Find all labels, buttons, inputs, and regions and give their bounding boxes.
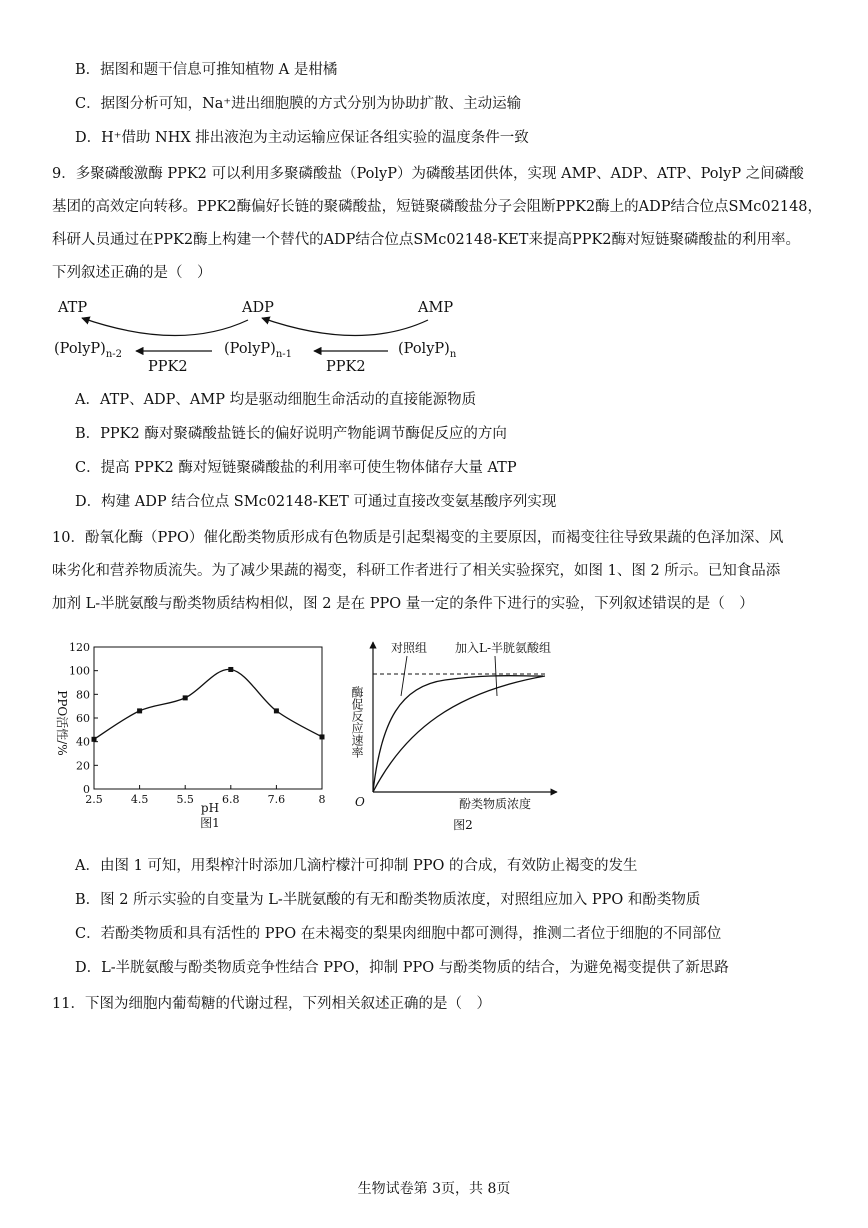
- x-tick-label: 7.6: [267, 793, 286, 806]
- q10-option-a: A．由图 1 可知，用梨榨汁时添加几滴柠檬汁可抑制 PPO 的合成，有效防止褐变的发生: [75, 858, 638, 874]
- atp-label: ATP: [58, 300, 88, 316]
- fig2-x-axis-label: 酚类物质浓度: [458, 797, 532, 811]
- ppk2-left-label: PPK2: [148, 359, 188, 375]
- figure2-caption: 图2: [453, 818, 473, 832]
- y-axis-label: PPO活性/%: [55, 690, 69, 756]
- y-tick-label: 20: [76, 759, 90, 773]
- figure2-enzyme-rate-chart: [345, 630, 575, 840]
- y-tick-label: 120: [69, 641, 90, 654]
- fig2-y-axis-label: 酶促反应速率: [350, 686, 364, 758]
- q9-option-d: D．构建 ADP 结合位点 SMc02148-KET 可通过直接改变氨基酸序列实现: [75, 494, 557, 510]
- fig2-origin: O: [355, 795, 365, 809]
- data-point-ph-4.5: [137, 708, 142, 713]
- polyp-n-label: $(PolyP)_n$: [398, 341, 457, 360]
- q11-stem: 11．下图为细胞内葡萄糖的代谢过程，下列相关叙述正确的是（ ）: [52, 996, 491, 1012]
- polyp-transfer-diagram: [40, 290, 480, 380]
- x-tick-label: 6.8: [222, 793, 240, 806]
- q10-option-b: B．图 2 所示实验的自变量为 L-半胱氨酸的有无和酚类物质浓度，对照组应加入 PPO 和酚类物质: [75, 892, 701, 908]
- y-tick-label: 60: [76, 712, 90, 725]
- q9-stem-line4: 下列叙述正确的是（ ）: [52, 265, 212, 281]
- q8-option-d: D．H⁺借助 NHX 排出液泡为主动运输应保证各组实验的温度条件一致: [75, 130, 529, 146]
- x-axis-label: pH: [200, 801, 220, 815]
- control-leader-line: [401, 656, 407, 696]
- ppo-activity-curve: [94, 669, 322, 739]
- control-curve: [373, 676, 543, 792]
- data-point-ph-8: [320, 734, 325, 739]
- q8-option-c: C．据图分析可知，Na⁺进出细胞膜的方式分别为协助扩散、主动运输: [75, 96, 522, 112]
- q10-stem-line1: 10．酚氧化酶（PPO）催化酚类物质形成有色物质是引起梨褐变的主要原因，而褐变往往导致果蔬的色泽加深、风: [52, 530, 784, 546]
- y-tick-label: 0: [83, 783, 90, 796]
- q9-stem-line3: 科研人员通过在PPK2酶上构建一个替代的ADP结合位点SMc02148-KET来提高PPK2酶对短链聚磷酸盐的利用率。: [52, 232, 801, 248]
- amp-to-adp-arrow: [262, 318, 428, 336]
- q9-option-c: C．提高 PPK2 酶对短链聚磷酸盐的利用率可使生物体储存大量 ATP: [75, 460, 517, 476]
- q8-option-b: B．据图和题干信息可推知植物 A 是柑橘: [75, 62, 338, 78]
- x-tick-label: 5.5: [176, 793, 194, 806]
- q10-stem-line3: 加剂 L-半胱氨酸与酚类物质结构相似，图 2 是在 PPO 量一定的条件下进行的实验，下列叙述错误的是（ ）: [52, 596, 754, 612]
- ppk2-right-label: PPK2: [326, 359, 366, 375]
- q9-option-b: B．PPK2 酶对聚磷酸盐链长的偏好说明产物能调节酶促反应的方向: [75, 426, 507, 442]
- figure1-caption: 图1: [200, 816, 220, 830]
- amp-label: AMP: [418, 300, 454, 316]
- label-control-group: 对照组: [391, 641, 428, 655]
- q10-stem-line2: 味劣化和营养物质流失。为了减少果蔬的褐变，科研工作者进行了相关实验探究，如图 1、图 2 所示。已知食品添: [52, 563, 781, 579]
- figure1-ppo-ph-chart: [40, 630, 340, 840]
- x-tick-label: 8: [318, 793, 326, 806]
- adp-to-atp-arrow: [82, 318, 248, 336]
- y-tick-label: 100: [69, 664, 90, 678]
- q9-option-a: A．ATP、ADP、AMP 均是驱动细胞生命活动的直接能源物质: [75, 392, 477, 408]
- label-added-group: 加入L-半胱氨酸组: [455, 641, 552, 655]
- q9-stem-line2: 基团的高效定向转移。PPK2酶偏好长链的聚磷酸盐，短链聚磷酸盐分子会阻断PPK2酶上的ADP结合位点SMc02148，: [52, 199, 823, 215]
- q10-option-c: C．若酚类物质和具有活性的 PPO 在未褐变的梨果肉细胞中都可测得，推测二者位于细胞的不同部位: [75, 926, 722, 942]
- x-tick-label: 4.5: [130, 793, 149, 806]
- adp-label: ADP: [242, 300, 274, 316]
- x-tick-label: 2.5: [85, 793, 103, 806]
- added-cysteine-curve: [373, 676, 545, 792]
- y-tick-label: 40: [76, 735, 90, 749]
- q10-option-d: D．L-半胱氨酸与酚类物质竞争性结合 PPO，抑制 PPO 与酚类物质的结合，为避免褐变提供了新思路: [75, 960, 729, 976]
- page-footer: 生物试卷第 3页，共 8页: [357, 1181, 511, 1197]
- data-point-ph-7.6: [274, 708, 279, 713]
- polyp-n2-label: $(PolyP)_{n-2}$: [54, 341, 122, 360]
- polyp-n1-label: $(PolyP)_{n-1}$: [224, 341, 292, 360]
- data-point-ph-6.8: [228, 667, 233, 672]
- data-point-ph-2.5: [92, 737, 97, 742]
- y-tick-label: 80: [76, 688, 90, 702]
- q9-stem-line1: 9．多聚磷酸激酶 PPK2 可以利用多聚磷酸盐（PolyP）为磷酸基团供体，实现 AMP、ADP、ATP、PolyP 之间磷酸: [52, 166, 804, 182]
- data-point-ph-5.5: [183, 695, 188, 700]
